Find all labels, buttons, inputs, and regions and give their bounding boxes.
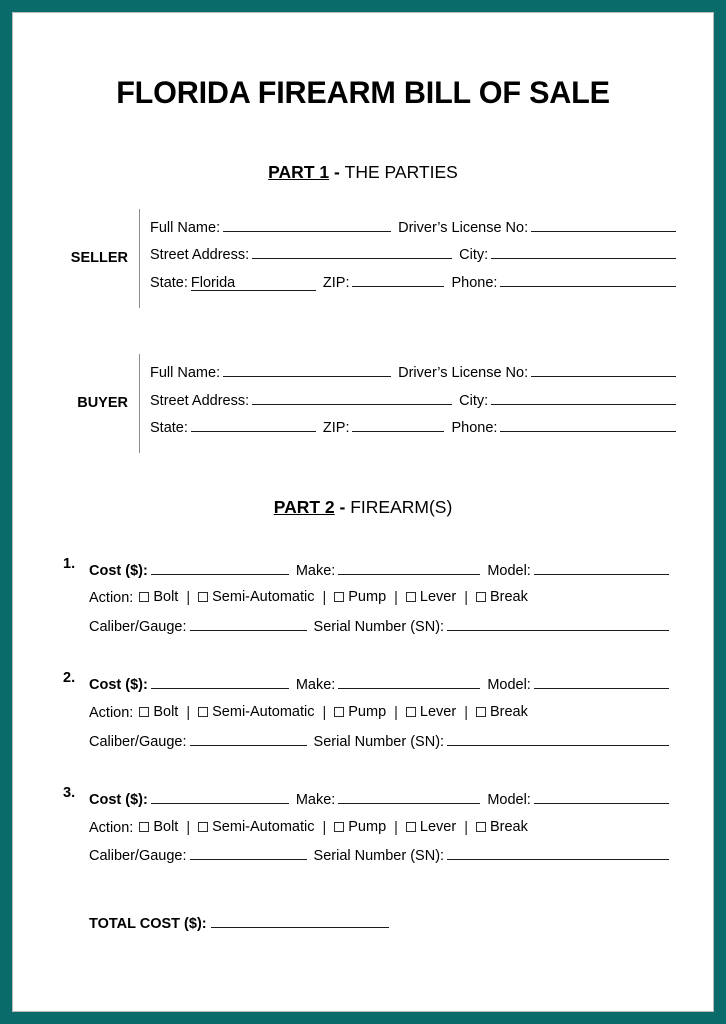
checkbox-icon[interactable] [406,592,416,602]
firearm-entry [57,670,669,754]
checkbox-icon[interactable] [334,822,344,832]
firearm-cost-row [89,670,669,698]
firearm-index: 1. [63,555,76,572]
seller-city-label: City: [459,247,489,264]
action-option-label: Break [489,589,528,606]
caliber-label: Caliber/Gauge: [89,618,187,635]
seller-dl-label: Driver’s License No: [398,219,529,236]
part-2-subtitle: FIREARM(S) [350,496,453,517]
buyer-address-row [150,386,676,414]
action-option-label: Pump [348,703,387,720]
buyer-phone-label: Phone: [451,420,498,437]
option-separator: | [186,819,191,836]
action-option-label: Semi-Automatic [212,818,315,835]
cost-input[interactable] [151,790,289,804]
serial-label: Serial Number (SN): [313,733,445,750]
checkbox-icon[interactable] [198,822,208,832]
firearm-action-row [89,583,669,612]
action-option-bolt[interactable] [139,820,178,835]
seller-dl-input[interactable] [531,218,676,232]
make-input[interactable] [338,675,480,689]
buyer-zip-label: ZIP: [322,420,350,437]
seller-full-name-label: Full Name: [150,219,221,236]
action-option-label: Lever [419,703,457,720]
action-label: Action: [89,705,134,722]
action-option-semi-automatic[interactable] [198,705,314,720]
part-1-label: PART 1 [268,161,330,182]
model-label: Model: [487,677,531,694]
option-separator: | [186,705,191,722]
action-option-lever[interactable] [406,820,456,835]
total-cost-row [57,914,669,932]
seller-name-row [150,213,676,241]
seller-full-name-input[interactable] [223,218,391,232]
action-option-label: Pump [348,818,387,835]
checkbox-icon[interactable] [139,592,149,602]
make-label: Make: [295,562,336,579]
part-2-dash: - [334,496,351,517]
option-separator: | [394,705,398,722]
seller-state-input[interactable]: Florida [191,276,316,292]
buyer-street-label: Street Address: [150,392,250,409]
serial-input[interactable] [447,732,669,746]
serial-input[interactable] [447,846,669,860]
buyer-state-input[interactable] [191,418,316,432]
buyer-zip-input[interactable] [352,418,444,432]
buyer-full-name-input[interactable] [223,363,391,377]
cost-label: Cost ($): [89,562,148,579]
part-1-subtitle: THE PARTIES [344,161,458,182]
seller-section [57,209,669,309]
checkbox-icon[interactable] [476,822,486,832]
option-separator: | [394,590,398,607]
action-label: Action: [89,590,134,607]
action-option-break[interactable] [476,705,528,720]
buyer-city-label: City: [459,392,489,409]
buyer-name-row [150,358,676,386]
seller-street-input[interactable] [252,245,452,259]
seller-phone-label: Phone: [451,274,498,291]
buyer-dl-input[interactable] [531,363,676,377]
checkbox-icon[interactable] [198,707,208,717]
seller-address-row [150,240,676,268]
serial-label: Serial Number (SN): [313,848,445,865]
total-cost-input[interactable] [211,914,389,928]
firearms-list [57,556,669,869]
action-option-pump[interactable] [334,705,386,720]
checkbox-icon[interactable] [198,592,208,602]
seller-state-row [150,268,676,297]
seller-zip-label: ZIP: [322,274,350,291]
cost-label: Cost ($): [89,792,148,809]
buyer-fields [139,354,676,453]
action-option-break[interactable] [476,820,528,835]
page-title: FLORIDA FIREARM BILL OF SALE [116,74,610,110]
serial-label: Serial Number (SN): [313,618,445,635]
option-separator: | [464,590,468,607]
buyer-phone-input[interactable] [500,418,676,432]
caliber-label: Caliber/Gauge: [89,848,187,865]
action-option-semi-automatic[interactable] [198,590,314,605]
action-option-label: Break [489,703,528,720]
make-input[interactable] [338,790,480,804]
part-2-heading [57,497,669,518]
action-option-label: Pump [348,589,387,606]
checkbox-icon[interactable] [406,822,416,832]
buyer-label: BUYER [77,395,128,412]
caliber-input[interactable] [190,732,307,746]
cost-input[interactable] [151,675,289,689]
option-separator: | [322,819,327,836]
firearm-cost-row [89,556,669,584]
action-option-bolt[interactable] [139,705,178,720]
make-input[interactable] [338,561,480,575]
make-label: Make: [295,677,336,694]
action-label: Action: [89,819,134,836]
action-option-lever[interactable] [406,590,456,605]
option-separator: | [322,705,327,722]
cost-label: Cost ($): [89,677,148,694]
action-option-label: Lever [419,589,457,606]
option-separator: | [464,819,468,836]
action-option-pump[interactable] [334,590,386,605]
option-separator: | [186,590,191,607]
seller-street-label: Street Address: [150,247,250,264]
buyer-street-input[interactable] [252,391,452,405]
firearm-entry [57,556,669,640]
serial-input[interactable] [447,617,669,631]
seller-state-label: State: [150,274,188,291]
total-cost-label: TOTAL COST ($): [89,915,207,932]
firearm-caliber-row [89,841,669,869]
part-1-dash: - [329,161,345,182]
action-option-label: Bolt [153,589,179,606]
model-input[interactable] [534,790,669,804]
checkbox-icon[interactable] [406,707,416,717]
action-option-label: Semi-Automatic [212,589,315,606]
action-option-label: Bolt [153,703,179,720]
firearm-cost-row [89,785,669,813]
caliber-input[interactable] [190,846,307,860]
action-option-label: Lever [419,818,457,835]
firearm-caliber-row [89,727,669,755]
seller-city-input[interactable] [491,245,676,259]
checkbox-icon[interactable] [476,707,486,717]
checkbox-icon[interactable] [476,592,486,602]
firearm-action-row [89,813,669,842]
seller-phone-input[interactable] [500,273,676,287]
buyer-dl-label: Driver’s License No: [398,365,529,382]
action-option-pump[interactable] [334,820,386,835]
checkbox-icon[interactable] [139,707,149,717]
option-separator: | [394,819,398,836]
action-option-label: Bolt [153,818,179,835]
action-option-lever[interactable] [406,705,456,720]
action-option-semi-automatic[interactable] [198,820,314,835]
make-label: Make: [295,792,336,809]
firearm-caliber-row [89,612,669,640]
firearm-index: 2. [63,670,76,687]
part-2-label: PART 2 [273,496,335,517]
model-label: Model: [487,792,531,809]
firearm-action-row [89,698,669,727]
model-input[interactable] [534,675,669,689]
caliber-label: Caliber/Gauge: [89,733,187,750]
seller-fields [139,209,676,309]
model-input[interactable] [534,561,669,575]
buyer-state-label: State: [150,420,188,437]
model-label: Model: [487,562,531,579]
action-option-bolt[interactable] [139,590,178,605]
firearm-index: 3. [63,785,76,802]
option-separator: | [464,705,468,722]
buyer-state-row [150,413,676,441]
buyer-full-name-label: Full Name: [150,365,221,382]
option-separator: | [322,590,327,607]
action-option-label: Break [489,818,528,835]
checkbox-icon[interactable] [334,592,344,602]
part-1-heading [57,162,669,183]
buyer-city-input[interactable] [491,391,676,405]
action-option-label: Semi-Automatic [212,703,315,720]
cost-input[interactable] [151,561,289,575]
checkbox-icon[interactable] [139,822,149,832]
firearm-entry [57,785,669,869]
buyer-section [57,354,669,453]
checkbox-icon[interactable] [334,707,344,717]
seller-zip-input[interactable] [352,273,444,287]
caliber-input[interactable] [190,617,307,631]
page-sheet [12,12,714,1012]
seller-label: SELLER [70,250,128,267]
action-option-break[interactable] [476,590,528,605]
